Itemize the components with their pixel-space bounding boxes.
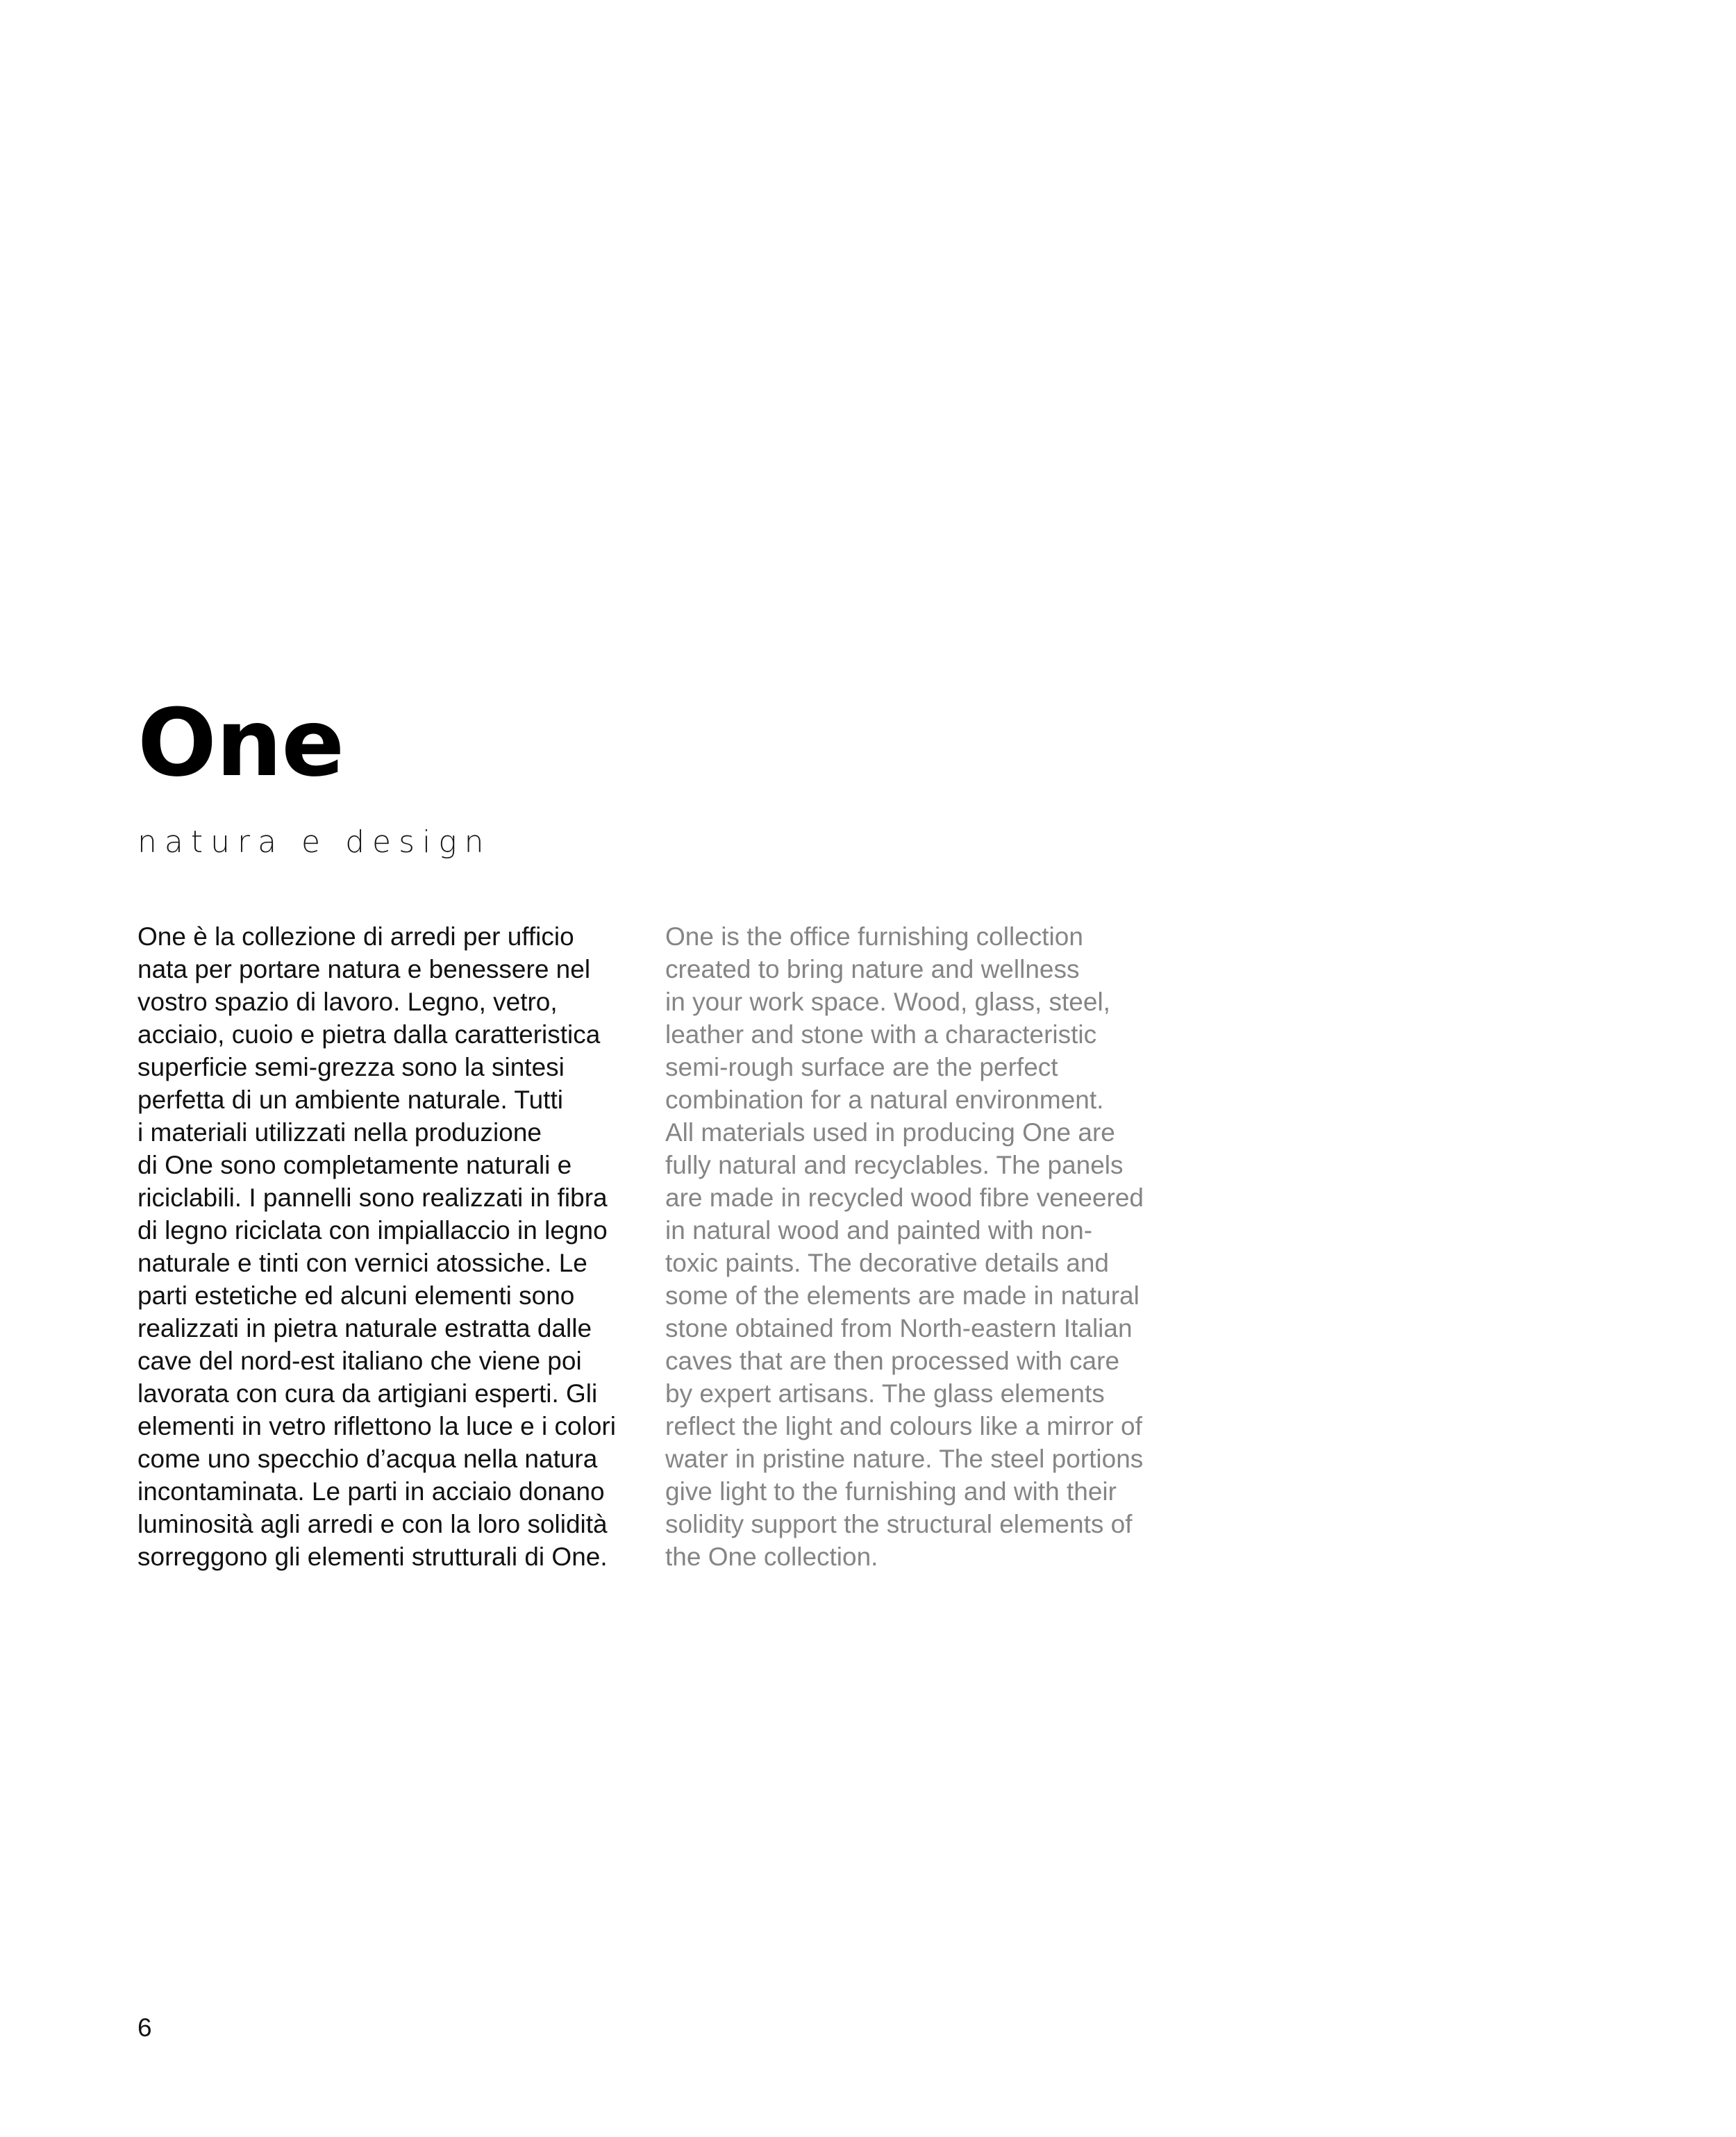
english-body-text: One is the office furnishing collection created to bring nature and wellness in your work space. Wood, glass, steel, leather and stone with a characteristic semi-rough surface are the perfect combination for a natural environment. All materials used in producing One are fully natural and recyclables. The panels are made in recycled wood fibre veneered in natural wood and painted with non- toxic paints. The decorative details and some of the elements are made in natural stone obtained from North-eastern Italian caves that are then processed with care by expert artisans. The glass elements reflect the light and colours like a mirror of water in pristine nature. The steel portions give light to the furnishing and with their solidity support the structural elements of the One collection.	[665, 922, 1144, 1571]
italian-body-text: One è la collezione di arredi per ufficio nata per portare natura e benessere nel vostro spazio di lavoro. Legno, vetro, acciaio, cuoio e pietra dalla caratteristica superficie semi-grezza sono la sintesi perfetta di un ambiente naturale. Tutti i materiali utilizzati nella produzione di One sono completamente naturali e riciclabili. I pannelli sono realizzati in fibra di legno riciclata con impiallaccio in legno naturale e tinti con vernici atossiche. Le parti estetiche ed alcuni elementi sono realizzati in pietra naturale estratta dalle cave del nord-est italiano che viene poi lavorata con cura da artigiani esperti. Gli elementi in vetro riflettono la luce e i colori come uno specchio d’acqua nella natura incontaminata. Le parti in acciaio donano luminosità agli arredi e con la loro solidità sorreggono gli elementi strutturali di One.	[137, 922, 616, 1571]
page-number: 6	[137, 2013, 152, 2042]
page-subtitle: natura e design	[137, 824, 492, 860]
page-title: One	[137, 689, 344, 797]
